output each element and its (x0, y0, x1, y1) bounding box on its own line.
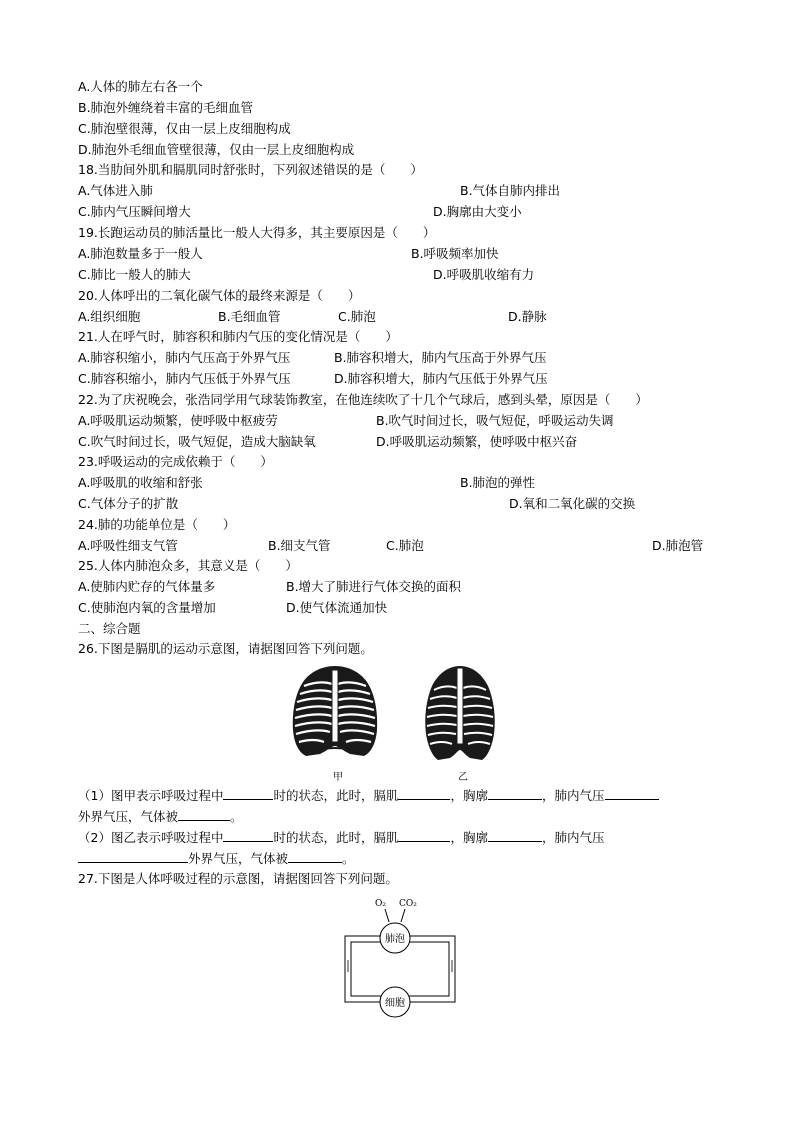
q25-option-c: C.使肺泡内氧的含量增加 (78, 600, 216, 615)
alveolus-label: 肺泡 (385, 934, 405, 945)
q20-stem: 20.人体呼出的二氧化碳气体的最终来源是（ ） (78, 288, 361, 303)
q21-option-d: D.肺容积增大，肺内气压低于外界气压 (334, 371, 548, 386)
q26-part1-text-e: 外界气压，气体被 (78, 809, 179, 824)
co2-label: CO₂ (399, 899, 417, 909)
q20-option-d: D.静脉 (508, 309, 547, 324)
q26-part2-blank-2[interactable] (398, 828, 450, 842)
q20-option-b: B.毛细血管 (218, 309, 281, 324)
q18-option-d: D.胸廓由大变小 (433, 204, 522, 219)
q26-part2-text-e: 外界气压，气体被 (188, 851, 289, 866)
section-heading: 二、综合题 (78, 621, 141, 636)
q18-option-c: C.肺内气压瞬间增大 (78, 204, 191, 219)
q26-part2-text-b: 时的状态，此时，膈肌 (273, 830, 399, 845)
q26-part2-line2 (78, 849, 355, 868)
q20-option-a: A.组织细胞 (78, 309, 141, 324)
o2-arrow-line (385, 909, 389, 922)
q26-part2-blank-5[interactable] (288, 849, 342, 863)
q21-option-a: A.肺容积缩小，肺内气压高于外界气压 (78, 350, 291, 365)
q18-stem: 18.当肋间外肌和膈肌同时舒张时，下列叙述错误的是（ ） (78, 162, 423, 177)
q26-part1-blank-4[interactable] (605, 786, 659, 800)
figure-label-yi: 乙 (458, 772, 468, 783)
q17-option-a: A.人体的肺左右各一个 (78, 79, 203, 94)
q26-part1-text-b: 时的状态，此时，膈肌 (273, 788, 399, 803)
q26-part2-text-a: （2）图乙表示呼吸过程中 (78, 830, 224, 845)
cell-label: 细胞 (385, 998, 405, 1009)
q23-option-c: C.气体分子的扩散 (78, 496, 179, 511)
q26-part2-text-c: ，胸廓 (450, 830, 488, 845)
q26-part1-line2 (78, 807, 243, 826)
q23-option-a: A.呼吸肌的收缩和舒张 (78, 475, 203, 490)
q26-part1-text-a: （1）图甲表示呼吸过程中 (78, 788, 224, 803)
q17-option-b: B.肺泡外缠绕着丰富的毛细血管 (78, 100, 254, 115)
q26-part1-blank-5[interactable] (178, 807, 230, 821)
q26-part1-line1 (78, 786, 659, 805)
q25-stem: 25.人体内肺泡众多，其意义是（ ） (78, 558, 298, 573)
q25-option-d: D.使气体流通加快 (286, 600, 388, 615)
q27-stem: 27.下图是人体呼吸过程的示意图，请据图回答下列问题。 (78, 871, 398, 886)
q26-part1-blank-1[interactable] (223, 786, 273, 800)
q18-option-b: B.气体自肺内排出 (460, 183, 561, 198)
q21-option-c: C.肺容积缩小，肺内气压低于外界气压 (78, 371, 291, 386)
q22-stem: 22.为了庆祝晚会，张浩同学用气球装饰教室，在他连续吹了十几个气球后，感到头晕，原因是（ ） (78, 392, 648, 407)
q26-part1-blank-2[interactable] (398, 786, 450, 800)
q26-part1-blank-3[interactable] (488, 786, 542, 800)
q26-part1-text-f: 。 (230, 809, 243, 824)
q24-option-c: C.肺泡 (386, 538, 424, 553)
q23-option-b: B.肺泡的弹性 (460, 475, 536, 490)
q25-option-a: A.使肺内贮存的气体量多 (78, 579, 216, 594)
q17-option-c: C.肺泡壁很薄，仅由一层上皮细胞构成 (78, 121, 291, 136)
q19-stem: 19.长跑运动员的肺活量比一般人大得多，其主要原因是（ ） (78, 225, 436, 240)
q19-option-a: A.肺泡数量多于一般人 (78, 246, 203, 261)
q26-part1-text-c: ，胸廓 (450, 788, 488, 803)
ribcage-inhale-figure (290, 662, 380, 762)
q17-option-d: D.肺泡外毛细血管壁很薄，仅由一层上皮细胞构成 (78, 142, 355, 157)
figure-label-jia: 甲 (333, 772, 343, 783)
q26-part2-blank-3[interactable] (488, 828, 542, 842)
q21-option-b: B.肺容积增大，肺内气压高于外界气压 (334, 350, 547, 365)
q26-part1-text-d: ，肺内气压 (542, 788, 605, 803)
q22-option-b: B.吹气时间过长，吸气短促，呼吸运动失调 (376, 413, 614, 428)
q19-option-c: C.肺比一般人的肺大 (78, 267, 191, 282)
q21-stem: 21.人在呼气时，肺容积和肺内气压的变化情况是（ ） (78, 329, 398, 344)
q24-option-b: B.细支气管 (268, 538, 331, 553)
ribcage-exhale-figure (420, 662, 500, 762)
q22-option-a: A.呼吸肌运动频繁，使呼吸中枢疲劳 (78, 413, 278, 428)
q19-option-d: D.呼吸肌收缩有力 (433, 267, 535, 282)
q18-option-a: A.气体进入肺 (78, 183, 153, 198)
q26-part2-line1 (78, 828, 605, 847)
q24-option-a: A.呼吸性细支气管 (78, 538, 178, 553)
q26-part2-text-f: 。 (342, 851, 355, 866)
q24-stem: 24.肺的功能单位是（ ） (78, 517, 236, 532)
q20-option-c: C.肺泡 (338, 309, 376, 324)
respiration-diagram (335, 892, 465, 1022)
q22-option-d: D.呼吸肌运动频繁，使呼吸中枢兴奋 (376, 434, 578, 449)
q22-option-c: C.吹气时间过长，吸气短促，造成大脑缺氧 (78, 434, 316, 449)
q23-option-d: D.氧和二氧化碳的交换 (509, 496, 636, 511)
co2-arrow-line (401, 909, 405, 922)
q26-part2-blank-1[interactable] (223, 828, 273, 842)
q26-stem: 26.下图是膈肌的运动示意图，请据图回答下列问题。 (78, 641, 373, 656)
q24-option-d: D.肺泡管 (652, 538, 704, 553)
q19-option-b: B.呼吸频率加快 (411, 246, 499, 261)
o2-label: O₂ (375, 899, 386, 909)
q25-option-b: B.增大了肺进行气体交换的面积 (286, 579, 462, 594)
q26-part2-blank-4[interactable] (78, 849, 188, 863)
q23-stem: 23.呼吸运动的完成依赖于（ ） (78, 454, 273, 469)
q26-part2-text-d: ，肺内气压 (542, 830, 605, 845)
